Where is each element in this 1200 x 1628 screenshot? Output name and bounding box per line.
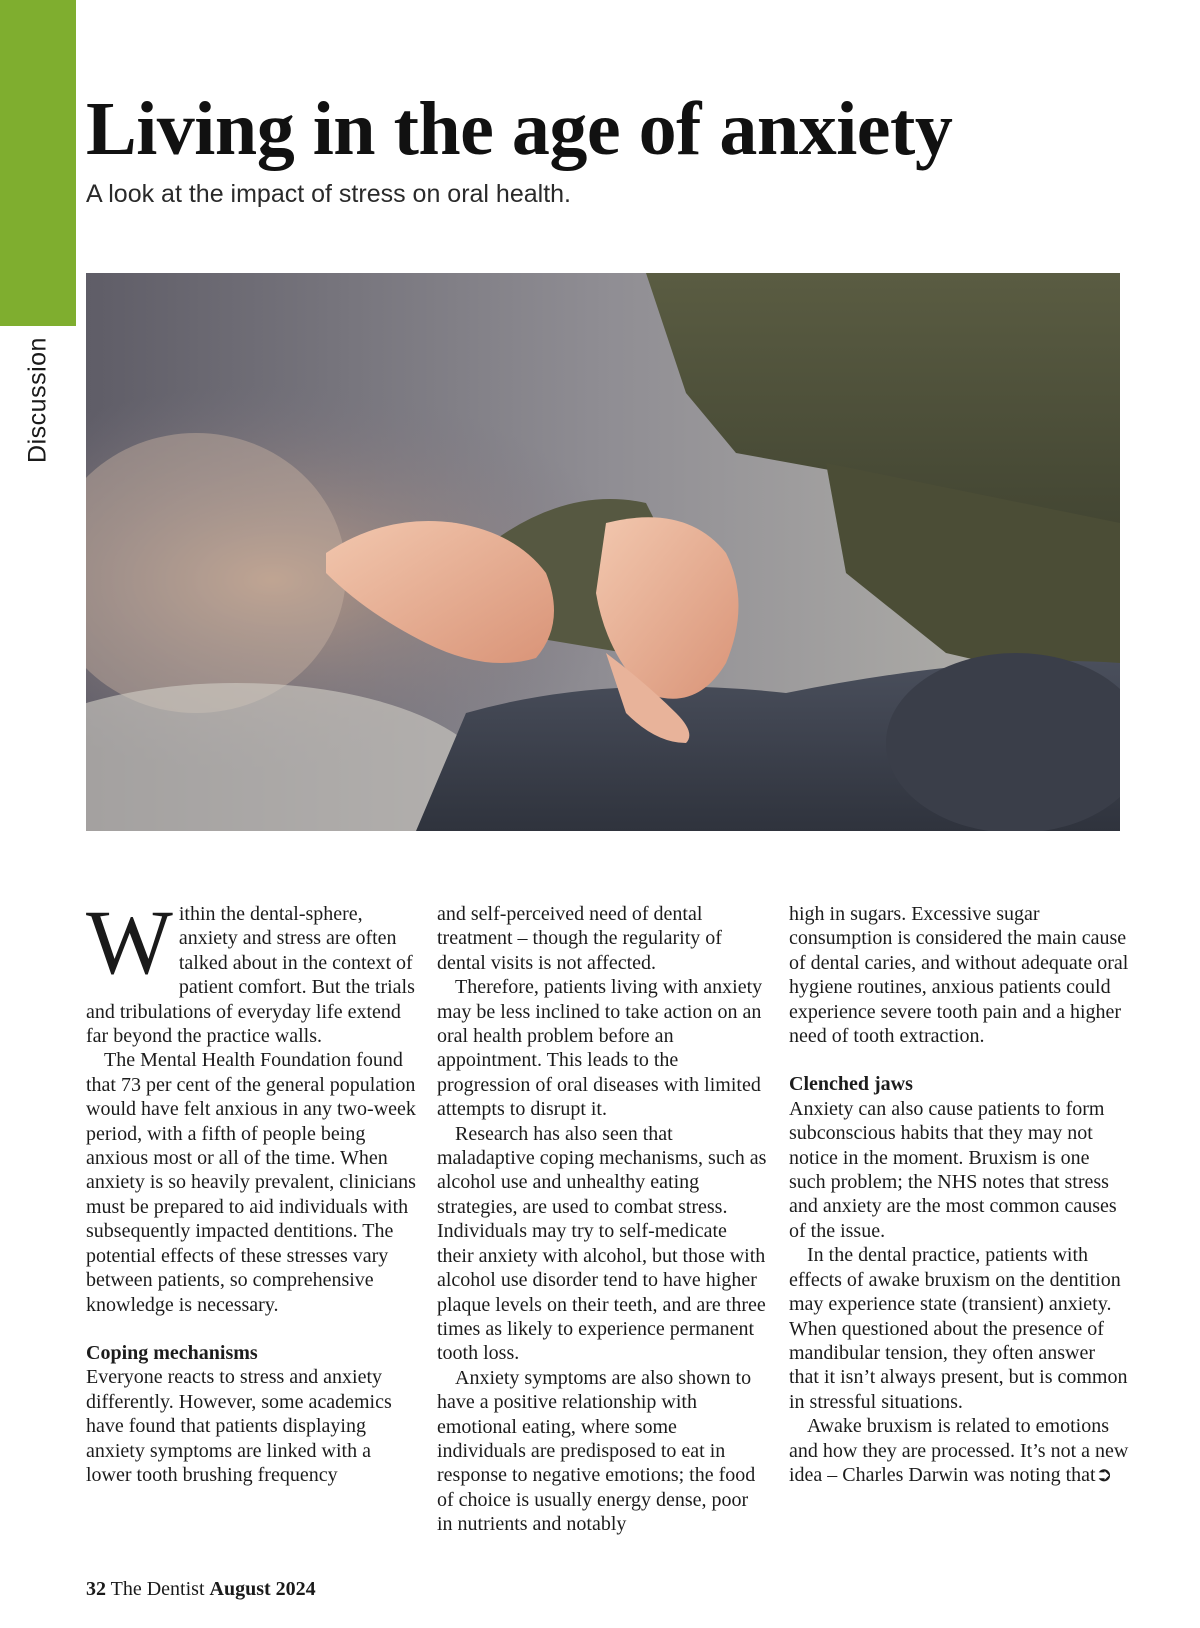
drop-cap: W — [86, 891, 173, 993]
continue-arrow-icon: ➲ — [1095, 1463, 1113, 1486]
paragraph-last — [789, 1414, 1129, 1487]
paragraph: Everyone reacts to stress and anxiety differently. However, some academics have found that patients displaying anxiety symptoms are linked with a lower tooth brushing frequency — [86, 1366, 392, 1486]
paragraph: In the dental practice, patients with effects of awake bruxism on the dentition may experience state (transient) anxiety. When questioned about the presence of mandibular tension, they often answer that it isn’t always present, but is common in stressful situations. — [789, 1244, 1128, 1413]
paragraph: Therefore, patients living with anxiety may be less inclined to take action on an oral health problem before an appointment. This leads to the progression of oral diseases with limited attempts to disrupt it. — [437, 976, 763, 1121]
hero-photo — [86, 273, 1120, 831]
paragraph: Research has also seen that maladaptive coping mechanisms, such as alcohol use and unhealthy eating strategies, are used to combat stress. Individuals may try to self-medicate their anxiety with alcohol, but those with alcohol use disorder tend to have higher plaque levels on their teeth, and are three times as likely to experience permanent tooth loss. — [437, 1122, 767, 1365]
hands-photo-icon — [86, 273, 1120, 831]
paragraph-text: Awake bruxism is related to emotions and how they are processed. It’s not a new idea – Charles Darwin was noting that — [789, 1415, 1129, 1486]
article-column-3 — [789, 902, 1129, 1487]
paragraph: The Mental Health Foundation found that 73 per cent of the general population would have felt anxious in any two-week period, with a fifth of people being anxious most or all of the time. When anxiety is so heavily prevalent, clinicians must be prepared to aid individuals with subsequently impacted dentitions. The potential effects of these stresses vary between patients, so comprehensive knowledge is necessary. — [86, 1049, 416, 1316]
subheading-clenched-jaws: Clenched jaws — [789, 1073, 913, 1096]
publication-name: The Dentist — [110, 1578, 205, 1600]
intro-text: ithin the dental-sphere, anxiety and stress are often talked about in the context of patient comfort. But the trials and tribulations of everyday life extend far beyond the practice walls. — [86, 903, 415, 1048]
article-title: Living in the age of anxiety — [86, 87, 953, 171]
article-column-2 — [437, 902, 767, 1537]
subheading-coping-mechanisms: Coping mechanisms — [86, 1341, 258, 1364]
intro-paragraph — [86, 891, 416, 1048]
article-column-1 — [86, 891, 416, 1487]
page-number: 32 — [86, 1578, 106, 1600]
issue-date: August 2024 — [209, 1578, 316, 1600]
paragraph: and self-perceived need of dental treatment – though the regularity of dental visits is not affected. — [437, 903, 722, 974]
paragraph: high in sugars. Excessive sugar consumption is considered the main cause of dental caries, and without adequate oral hygiene routines, anxious patients could experience severe tooth pain and a higher need of tooth extraction. — [789, 903, 1129, 1048]
section-color-tab — [0, 0, 76, 326]
paragraph: Anxiety can also cause patients to form subconscious habits that they may not notice in the moment. Bruxism is one such problem; the NHS notes that stress and anxiety are the most common causes of the issue. — [789, 1097, 1117, 1242]
article-subtitle: A look at the impact of stress on oral health. — [86, 180, 571, 208]
section-label: Discussion — [23, 337, 52, 463]
paragraph: Anxiety symptoms are also shown to have a positive relationship with emotional eating, where some individuals are predisposed to eat in response to negative emotions; the food of choice is usually energy dense, poor in nutrients and notably — [437, 1366, 756, 1536]
page-footer — [86, 1578, 316, 1601]
